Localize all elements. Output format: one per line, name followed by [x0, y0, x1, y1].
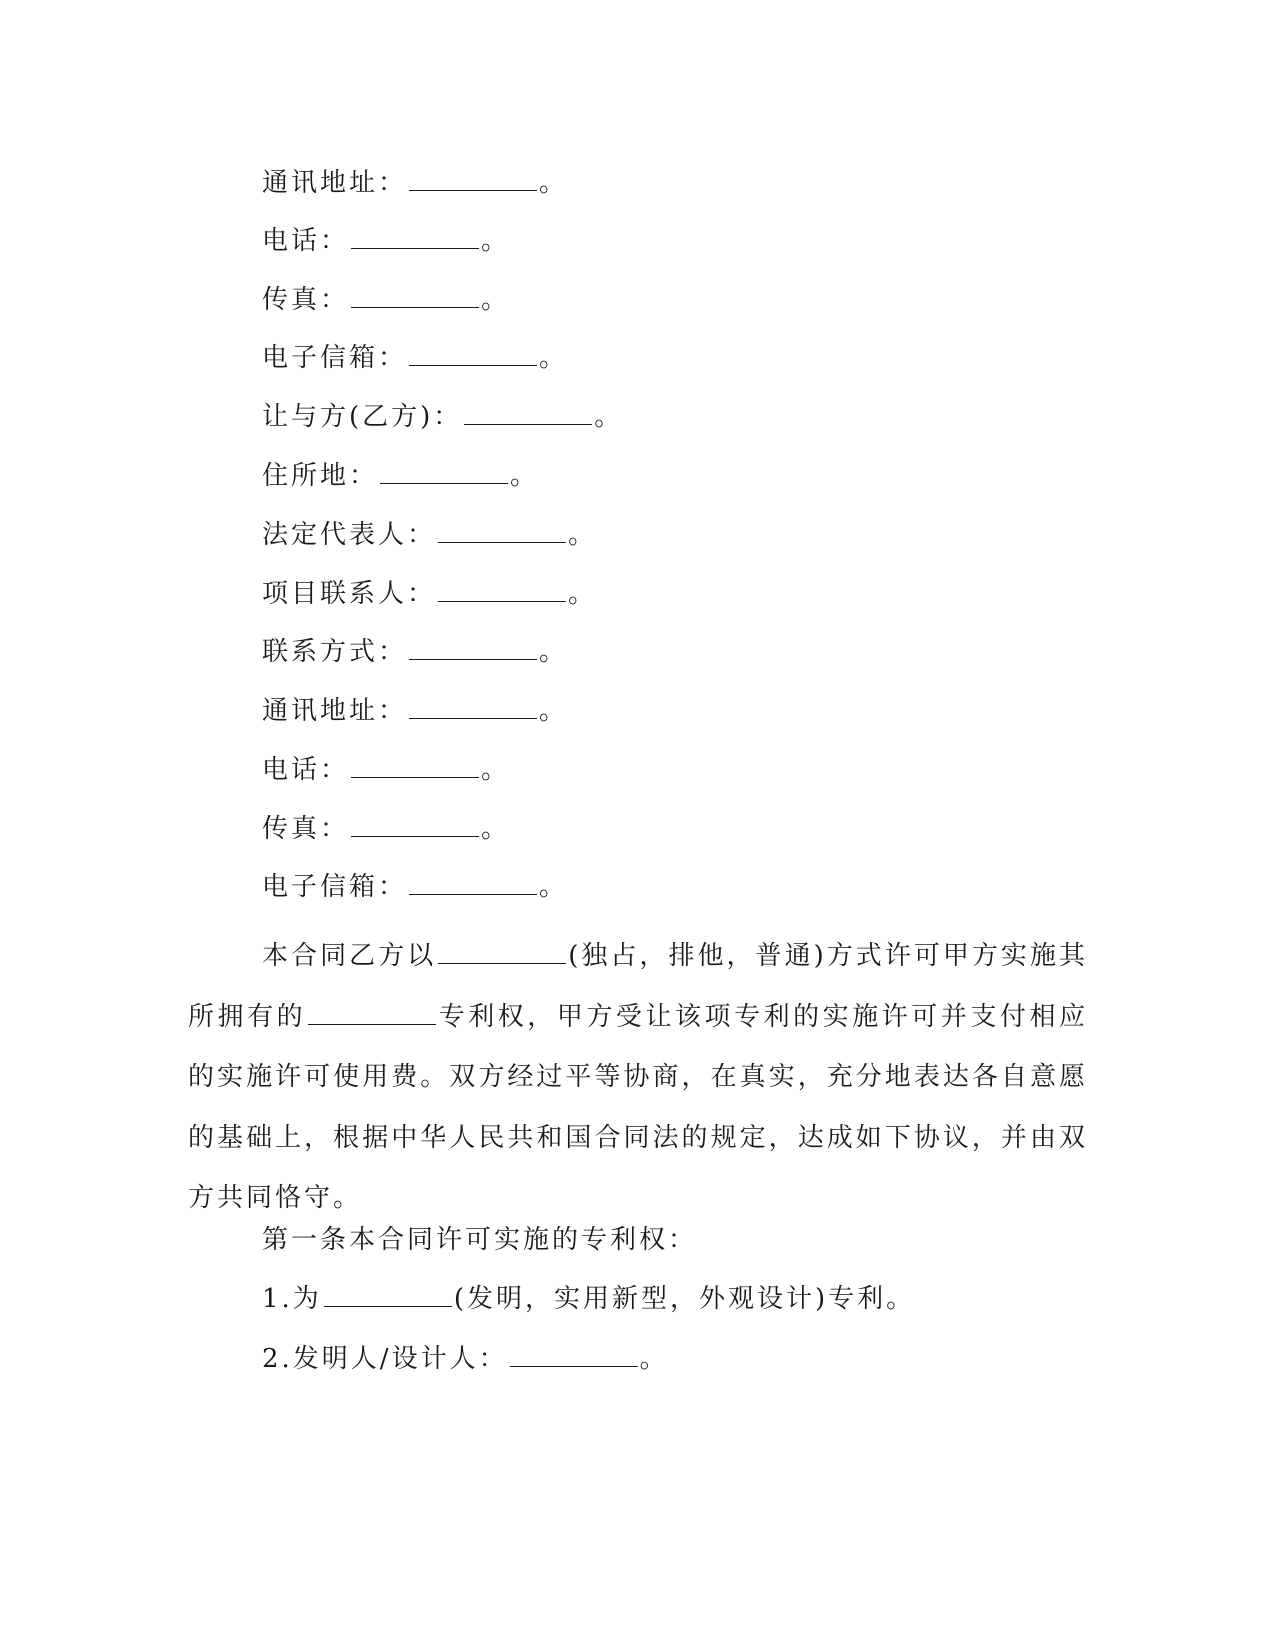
blank-line [380, 457, 508, 484]
field-label: 电子信箱： [262, 872, 408, 902]
blank-line [324, 1280, 452, 1307]
field-label: 住所地： [262, 461, 379, 491]
blank-line [409, 692, 537, 719]
field-phone-b [262, 750, 510, 790]
article1-heading-text: 第一条本合同许可实施的专利权： [262, 1225, 698, 1255]
field-suffix: 。 [539, 637, 569, 667]
field-suffix: 。 [539, 343, 569, 373]
article1-item1 [262, 1279, 915, 1319]
field-project-contact [262, 574, 597, 614]
field-legal-rep [262, 515, 597, 555]
field-label: 电话： [262, 226, 350, 256]
blank-line [409, 633, 537, 660]
intro-part3: 专利权，甲方受让该项专利的实施许可并支付相应的实施许可使用费。双方经过平等协商，在真实，充分地表达各自意愿的基础上，根据中华人民共和国合同法的规定，达成如下协议，并由双方共同恪守。 [188, 1001, 1088, 1213]
article1-item2 [262, 1339, 669, 1379]
intro-part2: (独占，排他，普通)方式许可甲方实施其所拥有的 [188, 941, 1088, 1032]
blank-line [351, 751, 479, 778]
field-suffix: 。 [539, 696, 569, 726]
item1-suffix: (发明，实用新型，外观设计)专利。 [453, 1284, 916, 1314]
field-label: 联系方式： [262, 637, 408, 667]
blank-line [351, 810, 479, 837]
field-fax-b [262, 809, 510, 849]
blank-line [438, 516, 566, 543]
field-address-b [262, 691, 568, 731]
field-label: 通讯地址： [262, 168, 408, 198]
field-fax-a [262, 280, 510, 320]
field-contact-method [262, 632, 568, 672]
field-licensor [262, 397, 623, 437]
field-label: 电话： [262, 755, 350, 785]
field-suffix: 。 [481, 755, 511, 785]
article1-heading [262, 1220, 697, 1260]
blank-line [351, 222, 479, 249]
item1-prefix: 1.为 [262, 1284, 322, 1314]
field-suffix: 。 [568, 520, 598, 550]
field-suffix: 。 [539, 168, 569, 198]
field-suffix: 。 [481, 285, 511, 315]
blank-line [464, 398, 592, 425]
intro-part1: 本合同乙方以 [262, 941, 437, 971]
field-email-b [262, 867, 568, 907]
blank-line [351, 281, 479, 308]
field-email-a [262, 338, 568, 378]
field-label: 传真： [262, 814, 350, 844]
blank-line [308, 998, 436, 1025]
blank-line [409, 339, 537, 366]
field-label: 法定代表人： [262, 520, 437, 550]
field-suffix: 。 [481, 226, 511, 256]
field-label: 传真： [262, 285, 350, 315]
blank-line [409, 868, 537, 895]
blank-line [438, 937, 566, 964]
field-suffix: 。 [539, 872, 569, 902]
blank-line [409, 164, 537, 191]
field-suffix: 。 [568, 579, 598, 609]
field-label: 项目联系人： [262, 579, 437, 609]
field-suffix: 。 [594, 402, 624, 432]
field-phone-a [262, 221, 510, 261]
item2-suffix: 。 [639, 1344, 669, 1374]
field-suffix: 。 [510, 461, 540, 491]
field-label: 让与方(乙方)： [262, 402, 463, 432]
field-label: 电子信箱： [262, 343, 408, 373]
blank-line [438, 575, 566, 602]
item2-prefix: 2.发明人/设计人： [262, 1344, 508, 1374]
field-suffix: 。 [481, 814, 511, 844]
field-label: 通讯地址： [262, 696, 408, 726]
field-address-a [262, 163, 568, 203]
intro-paragraph [188, 926, 1088, 1229]
field-domicile [262, 456, 539, 496]
blank-line [510, 1340, 638, 1367]
